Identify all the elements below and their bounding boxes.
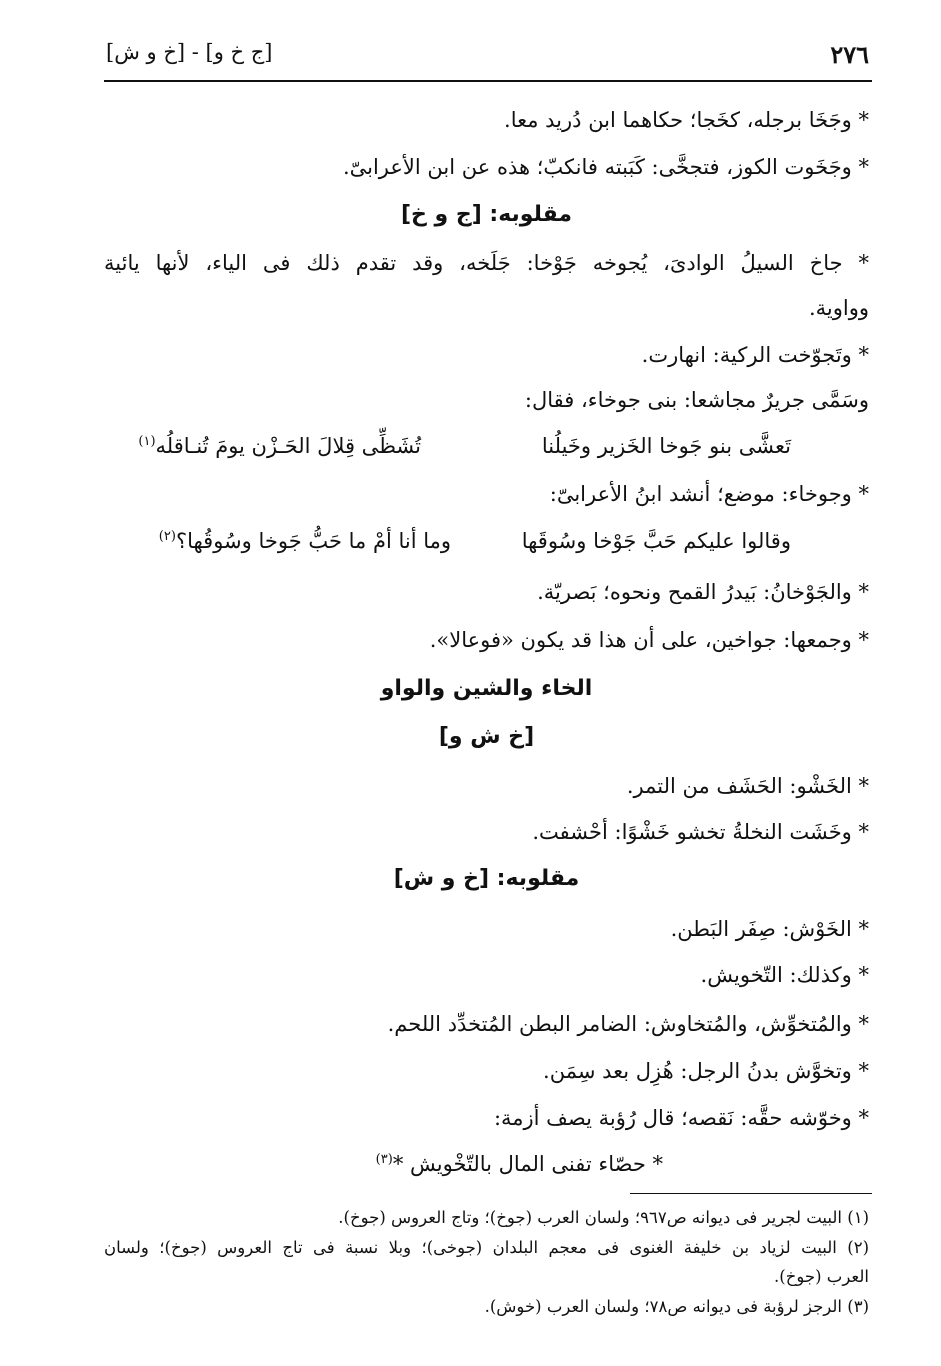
- root-heading: [خ ش و]: [438, 724, 535, 749]
- entry-line-continued: وواوية.: [808, 296, 869, 320]
- entry-line: * وجمعها: جواخين، على أن هذا قد يكون «فوعالا».: [429, 628, 869, 652]
- rajaz-verse: * حصّاء تفنى المال بالتّخْويش *$^{(٣)}$: [375, 1152, 663, 1176]
- footnote: (٣) الرجز لرؤبة فى ديوانه ص٧٨؛ ولسان العرب (خوش).: [484, 1297, 869, 1316]
- entry-line: * وتخوَّش بدنُ الرجل: هُزِل بعد سِمَن.: [543, 1059, 869, 1083]
- entry-line: * وخَشَت النخلةُ تخشو خَشْوًا: أحْشفت.: [532, 820, 869, 844]
- verse-second-hemistich: وما أنا أمْ ما حَبُّ جَوخا وسُوقُها؟$^{(٢)}$: [158, 529, 451, 553]
- entry-line: * الخَوْش: صِفَر البَطن.: [670, 917, 869, 941]
- entry-line: * وجوخاء: موضع؛ أنشد ابنُ الأعرابىّ:: [549, 482, 869, 506]
- entry-line: وسَمَّى جريرٌ مجاشعا: بنى جوخاء، فقال:: [524, 388, 869, 412]
- footnote-continued: العرب (جوخ).: [774, 1267, 869, 1286]
- entry-line: * وجَخَوت الكوز، فتجخَّى: كَبَبته فانكبّ؛ هذه عن ابن الأعرابىّ.: [342, 155, 869, 179]
- entry-line: * والجَوْخانُ: بَيدرُ القمح ونحوه؛ بَصريّة.: [537, 580, 869, 604]
- entry-line: * الخَشْو: الحَشَف من التمر.: [626, 774, 869, 798]
- footnote-marker: (١): [138, 434, 156, 449]
- section-heading: مقلوبه: [ج و خ]: [400, 202, 573, 227]
- section-heading: مقلوبه: [خ و ش]: [393, 866, 580, 891]
- footnote-marker: (٣): [375, 1152, 393, 1167]
- footnote-rule: [630, 1193, 872, 1194]
- entry-line: * وخوّشه حقَّه: نَقصه؛ قال رُؤبة يصف أزمة:: [493, 1106, 869, 1130]
- entry-line: * وجَخَا برجله، كخَجا؛ حكاهما ابن دُريد معا.: [504, 108, 869, 132]
- entry-line: * وكذلك: التّخويش.: [700, 963, 869, 987]
- page-number: ٢٧٦: [830, 40, 869, 69]
- entry-line: * جاخ السيلُ الوادىَ، يُجوخه جَوْخا: جَلَخه، وقد تقدم ذلك فى الياء، لأنها يائية: [104, 251, 870, 275]
- verse-second-hemistich: تُشَظِّى قِلالَ الحَـزْن يومَ تُنـاقلُه$^{(١)}$: [138, 434, 421, 458]
- footnote: (١) البيت لجرير فى ديوانه ص٩٦٧؛ ولسان العرب (جوخ)؛ وتاج العروس (جوخ).: [338, 1208, 869, 1227]
- entry-line: * وتَجوّخت الركية: انهارت.: [641, 343, 869, 367]
- running-title: [ج خ و] - [خ و ش]: [106, 40, 273, 64]
- footnote-marker: (٢): [158, 529, 176, 544]
- verse-first-hemistich: تَعشَّى بنو جَوخا الخَزير وخَيلُنا: [541, 434, 791, 458]
- chapter-heading: الخاء والشين والواو: [380, 676, 593, 701]
- footnote: (٢) البيت لزياد بن خليفة الغنوى فى معجم البلدان (جوخى)؛ وبلا نسبة فى تاج العروس (جوخ)؛ ولسان: [104, 1238, 869, 1257]
- header-rule: [104, 80, 872, 82]
- entry-line: * والمُتخوِّش، والمُتخاوش: الضامر البطن المُتخدِّد اللحم.: [387, 1012, 869, 1036]
- verse-first-hemistich: وقالوا عليكم حَبَّ جَوْخا وسُوقَها: [521, 529, 791, 553]
